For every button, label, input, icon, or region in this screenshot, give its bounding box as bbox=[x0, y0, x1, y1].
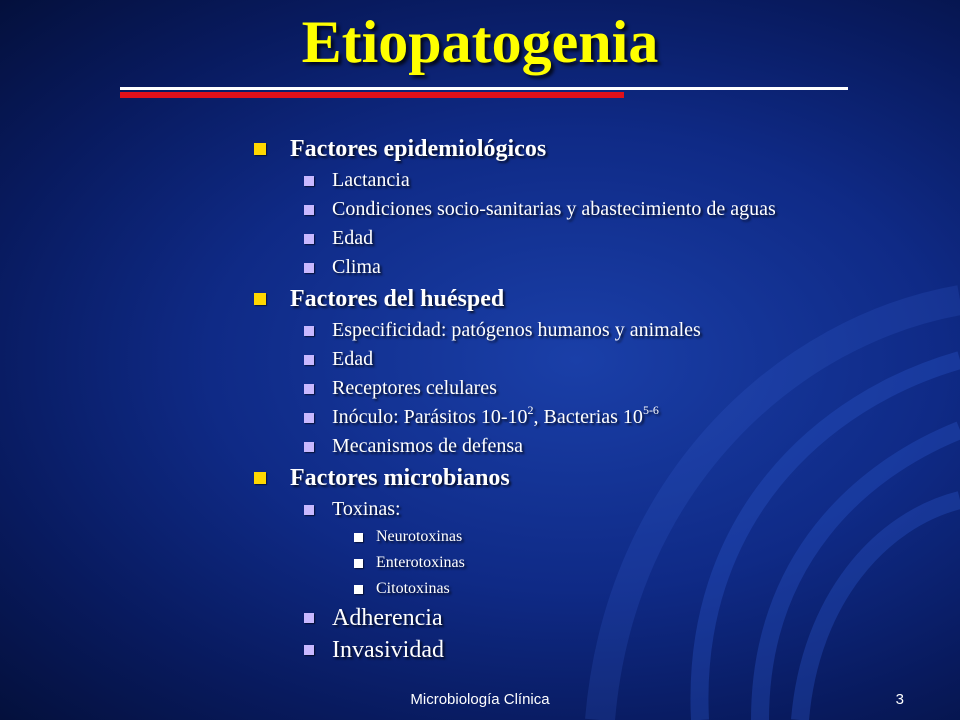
page-number: 3 bbox=[895, 691, 904, 708]
slide-footer: Microbiología Clínica bbox=[410, 691, 550, 708]
list-item bbox=[254, 602, 894, 634]
list-item-inoculo bbox=[254, 403, 894, 432]
title-underline-red bbox=[120, 92, 624, 98]
section-heading: Factores del huésped bbox=[290, 285, 505, 312]
list-item bbox=[254, 316, 894, 345]
sub-list-item bbox=[254, 524, 894, 550]
list-item-text: Especificidad: patógenos humanos y animales bbox=[332, 319, 701, 341]
list-item-text: Adherencia bbox=[332, 604, 443, 631]
section-epidemiologicos bbox=[254, 132, 894, 166]
list-item bbox=[254, 253, 894, 282]
square-bullet-icon bbox=[304, 384, 314, 394]
section-huesped bbox=[254, 282, 894, 316]
list-item bbox=[254, 195, 894, 224]
square-bullet-icon bbox=[304, 355, 314, 365]
square-bullet-icon bbox=[304, 326, 314, 336]
list-item bbox=[254, 224, 894, 253]
square-bullet-icon bbox=[254, 143, 266, 155]
square-bullet-icon bbox=[304, 505, 314, 515]
list-item bbox=[254, 634, 894, 666]
title-underline-white bbox=[120, 87, 848, 90]
list-item bbox=[254, 345, 894, 374]
list-item-text: Mecanismos de defensa bbox=[332, 435, 524, 457]
list-item-text: Edad bbox=[332, 227, 374, 249]
list-item-text: Edad bbox=[332, 348, 374, 370]
square-bullet-icon bbox=[254, 472, 266, 484]
square-bullet-icon bbox=[304, 645, 314, 655]
list-item-text: Invasividad bbox=[332, 636, 444, 663]
list-item-text: Clima bbox=[332, 256, 381, 278]
sub-list-item-text: Enterotoxinas bbox=[376, 554, 465, 571]
square-bullet-icon bbox=[254, 293, 266, 305]
bullet-list bbox=[254, 132, 894, 666]
inoculo-bacterias-exponent: 5-6 bbox=[642, 403, 659, 418]
section-heading: Factores epidemiológicos bbox=[290, 135, 547, 162]
square-bullet-icon bbox=[354, 559, 363, 568]
list-item-text: Toxinas: bbox=[332, 498, 401, 520]
square-bullet-icon bbox=[304, 176, 314, 186]
list-item-text: Condiciones socio-sanitarias y abastecimiento de aguas bbox=[332, 198, 776, 220]
inoculo-parasitos-exponent: 2 bbox=[527, 403, 534, 418]
list-item bbox=[254, 495, 894, 524]
sub-list-item bbox=[254, 576, 894, 602]
square-bullet-icon bbox=[304, 263, 314, 273]
list-item bbox=[254, 166, 894, 195]
square-bullet-icon bbox=[304, 205, 314, 215]
inoculo-prefix: Inóculo: Parásitos 10-10 bbox=[332, 406, 528, 428]
square-bullet-icon bbox=[354, 533, 363, 542]
list-item bbox=[254, 374, 894, 403]
sub-list-item bbox=[254, 550, 894, 576]
inoculo-middle: , Bacterias 10 bbox=[533, 406, 643, 428]
section-heading: Factores microbianos bbox=[290, 464, 510, 491]
square-bullet-icon bbox=[304, 613, 314, 623]
slide-title: Etiopatogenia bbox=[301, 9, 659, 75]
square-bullet-icon bbox=[304, 234, 314, 244]
list-item-text: Lactancia bbox=[332, 169, 410, 191]
square-bullet-icon bbox=[354, 585, 363, 594]
section-microbianos bbox=[254, 461, 894, 495]
square-bullet-icon bbox=[304, 442, 314, 452]
sub-list-item-text: Neurotoxinas bbox=[376, 528, 463, 545]
list-item bbox=[254, 432, 894, 461]
sub-list-item-text: Citotoxinas bbox=[376, 580, 450, 597]
list-item-text bbox=[332, 403, 659, 429]
square-bullet-icon bbox=[304, 413, 314, 423]
list-item-text: Receptores celulares bbox=[332, 377, 497, 399]
